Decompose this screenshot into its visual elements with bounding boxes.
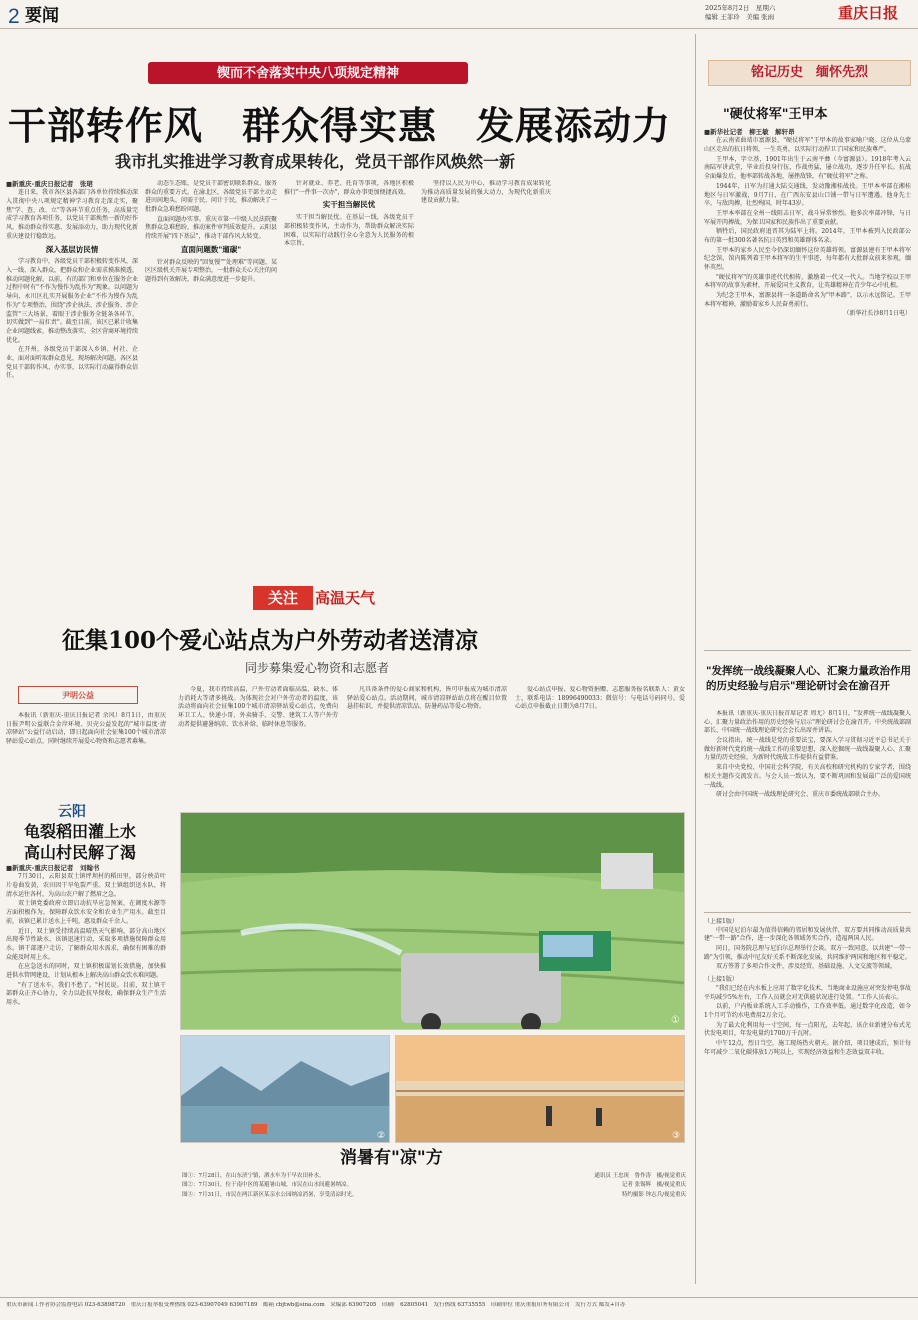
history-para: 王甲本的家乡人民至今仍深切缅怀这位英雄将领。富源县建有王甲本将军纪念馆，馆内陈列着王甲本将军的生平事迹，每年都有大批群众前来参观，缅怀英烈。 (704, 246, 911, 272)
credit-line: 特约摄影 钟志兵/视觉重庆 (621, 1191, 686, 1198)
lead-subhead-3: 实干担当解民忧 (322, 200, 376, 210)
drought-byline: ■新重庆-重庆日报记者 刘翰书 (6, 864, 100, 872)
drought-para: 在应急送水的同时，双土镇积极谋划长效措施，加快推进供水管网建设，计划从根本上解决高山群众饮水难问题。 (6, 963, 166, 979)
history-banner-text: 铭记历史 缅怀先烈 (750, 65, 868, 80)
seminar-headline: "发挥统一战线凝聚人心、汇聚力量政治作用的历史经验与启示"理论研讨会在渝召开 (706, 665, 911, 693)
lead-banner (148, 62, 468, 84)
lead-banner-text: 锲而不舍落实中央八项规定精神 (216, 65, 399, 80)
heat-subheadline: 同步募集爱心物资和志愿者 (245, 661, 390, 675)
water-truck-illustration (181, 813, 685, 1030)
drought-para: 双土镇党委政府立即启动抗旱应急预案，在调度水源等方面积极作为，保障群众饮水安全和农业生产用水。截至目前，该镇已累计送水上千吨，惠及群众千余人。 (6, 900, 166, 925)
photo-water-truck (180, 812, 685, 1030)
caption-1: 图①：7月28日，在山东济宁镇，洒水车为干早农田补水。 (182, 1173, 325, 1179)
seminar-text (704, 710, 911, 908)
credit-line: 通讯员 王忠庚 鲁作涛 摄/视觉重庆 (594, 1173, 686, 1179)
continued-para: "我们已经在内水板上应用了数字化技术，当地商业设施应对突发停电事故平均减少5%左右，工作人员就会对无供能状况进行处置。"工作人员表示。 (704, 984, 911, 1001)
lead-para: 动态生态账，是党员干部密切联系群众、服务群众的重要方式。在渝北区，各级党员干部主动走进田间地头，问需于民、问计于民，推动解决了一批群众急难愁盼问题。 (145, 180, 277, 214)
masthead-divider (0, 28, 918, 29)
heat-column-3 (347, 686, 507, 802)
drought-text (6, 864, 166, 1290)
continued-para: 以前，户内板业系统人工手动操作，工作效率低。通过数字化改造，如今1个月可节约水电费用2万余元。 (704, 1003, 911, 1019)
right-column-divider (695, 34, 696, 1284)
history-para: 1944年，日军为打通大陆交通线，发动豫湘桂战役。王甲本率部在湘桂地区与日军激战，9月7日，在广西东安县山口铺一带与日军遭遇，他身先士卒，与敌肉搏，壮烈殉国，时年43岁。 (704, 182, 911, 208)
history-dateline: （新华社长沙8月1日电） (843, 310, 911, 318)
heat-column-1 (6, 712, 166, 802)
history-para: 牺牲后，国民政府追晋其为陆军上将。2014年，王甲本被列入民政部公布的第一批300名著名抗日英烈和英雄群体名录。 (704, 228, 911, 244)
lead-byline: ■新重庆-重庆日报记者 张珺 (6, 180, 93, 188)
lead-intro: 连日来，我市各区县各部门各单位持续推动深入贯彻中央八项规定精神学习教育走深走实，聚焦"学、查、改、立"等各环节重点任务，高质量完成学习教育各项任务，以党员干部焕然一新的好作风，推动群众得实惠、发展添动力，助力现代化新重庆建设行稳致远。 (6, 189, 138, 240)
seminar-para: 会议指出，统一战线是党的重要法宝，要深入学习贯彻习近平总书记关于做好新时代党的统一战线工作的重要思想，深入挖掘统一战线凝聚人心、汇聚力量的历史经验，为新时代统战工作提供有益借鉴。 (704, 737, 911, 762)
drought-headline-1: 龟裂稻田灌上水 (24, 822, 137, 841)
lead-para: 针对就业、养老、托育等事项，各地区积极推行"一件事一次办"，群众办事更加便捷高效。 (284, 180, 414, 196)
continued-label: （上接1版） (704, 918, 738, 925)
drought-para: 7月30日，云阳县双土镇坪坝村的稻田里，部分秧苗叶片卷曲发黄，农田因干旱龟裂严重。双土镇组织送水队，将清水运往各村，为高山农户解了燃眉之急。 (6, 873, 166, 898)
heat-para: 凡具备条件的爱心商家和机构，皆可申报成为城市清凉驿站爱心站点。活动期间，城市清凉驿站站点将在醒目位置悬挂标识，并提供清凉饮品、防暑药品等爱心物资。 (347, 686, 507, 711)
seminar-para: 研讨会由中国统一战线理论研究会、重庆市委统战部联合主办。 (716, 791, 885, 799)
lead-para: 实干担当解民忧。在基层一线，各级党员干部积极转变作风，主动作为，帮助群众解决实际困难，以实际行动践行全心全意为人民服务的根本宗旨。 (284, 214, 414, 248)
page-number: 2 (8, 5, 20, 28)
continued-para: 同日，国务院总理与尼泊尔总理举行会谈。双方一致同意，以共建"一带一路"为引领，推动中尼友好关系不断深化发展，共同维护两国和地区和平稳定。 (704, 945, 911, 961)
caption-2: 图②：7月30日，位于南中区的某避暑山城，市民在山水间避暑纳凉。 (182, 1182, 353, 1189)
drought-para: "有了送水车，我们不愁了。"村民说。目前，双土镇干部群众正齐心协力，全力以赴抗旱保收，确保群众生产生活用水。 (6, 981, 166, 1007)
seminar-divider (704, 912, 911, 913)
history-para: 为纪念王甲本，富源县将一条道路命名为"甲本路"，以示永远铭记。王甲本将军精神，激励着家乡人民奋勇前行。 (704, 292, 911, 308)
history-banner (708, 60, 911, 86)
lead-subhead-1: 深入基层访民情 (45, 244, 99, 254)
history-para: 王甲本率部在全州一线阻击日军，战斗异常惨烈。他多次率部冲锋，与日军展开肉搏战，为保卫国家和民族作出了重要贡献。 (704, 209, 911, 226)
masthead (0, 0, 918, 26)
credit-line: 记者 张锡辉 摄/视觉重庆 (621, 1182, 686, 1189)
svg-text:①: ① (671, 1015, 680, 1026)
mountain-lake-illustration (181, 1036, 390, 1143)
paper-logo: 重庆日报 (838, 4, 899, 22)
footer-line: 重庆市新闻工作者协会监督电话 023-63898720 重庆日报举报受理热线 023-63907049 63907189 邮箱 cbjtwb@sina.com 采编部 63907205 印刷厂 62805041 发行热线 63735555 印刷单位 重庆重报印务有限公司 发行方式 邮发+自办 (6, 1302, 626, 1308)
heat-para: 今夏，我市持续高温，户外劳动者面临高温、缺水、体力消耗大等诸多挑战。为体现社会对户外劳动者的温度，该活动将面向社会征集100个城市清凉驿站爱心站点，免费向环卫工人、快递小哥、外卖骑手、交警、建筑工人等户外劳动者提供避暑纳凉、饮水补给、临时休息等服务。 (178, 686, 338, 728)
lead-column-2 (145, 180, 277, 558)
photo-waterfront-park (395, 1035, 685, 1143)
continued-para: 中午12点，烈日当空，施工现场热火朝天。据介绍，项目建成后，预计每年可减少二氧化碳排放1万吨以上，实现经济效益和生态效益双丰收。 (704, 1039, 911, 1056)
seminar-para: 本报讯（新重庆-重庆日报首席记者 周尤）8月1日，"发挥统一战线凝聚人心、汇聚力量政治作用的历史经验与启示"理论研讨会在渝召开。中央统战部副部长、中国统一战线理论研究会会长出席并讲话。 (704, 710, 911, 735)
photo-mountain-lake (180, 1035, 390, 1143)
lead-para: 直面问题办实事。重庆市第一中级人民法院聚焦群众急难愁盼，推动案件审判质效提升。云阳县持续开展"四下基层"，推动干部作风大转变。 (145, 215, 277, 241)
svg-text:③: ③ (672, 1131, 681, 1141)
lead-headline: 干部转作风 群众得实惠 发展添动力 (8, 103, 672, 148)
heat-tag-light: 高温天气 (315, 589, 376, 607)
lead-para: 针对群众反映的"回复慢""处理难"等问题，某区区级机关开展专项整治，一批群众关心关注的问题得到有效解决，群众满意度进一步提升。 (145, 258, 277, 284)
drought-headline-2: 高山村民解了渴 (24, 843, 137, 862)
issue-date: 2025年8月2日 星期六 (705, 4, 776, 12)
history-para: "硬仗将军"的英雄事迹代代相传，激励着一代又一代人。当地学校以王甲本将军的故事为素材，开展爱国主义教育，让英雄精神在青少年心中扎根。 (704, 273, 911, 290)
caption-3: 图③：7月31日，市民在两江新区某亲水公园纳凉消暑，享受清凉时光。 (182, 1191, 358, 1198)
heat-tag-bold: 关注 (253, 586, 313, 610)
charity-stamp-text: 尹明公益 (62, 690, 94, 700)
continued-text (704, 918, 911, 1280)
lead-subheadline: 我市扎实推进学习教育成果转化，党员干部作风焕然一新 (115, 152, 516, 171)
lead-column-4 (421, 180, 551, 558)
history-para: 王甲本，字立基，1901年出生于云南平彝（今富源县）。1918年考入云南陆军讲武堂，毕业后投身行伍，作战勇猛，屡立战功，逐步升任军长。抗战全面爆发后，他率部转战各地，屡挫敌锋，有"硬仗将军"之称。 (704, 155, 911, 181)
heat-column-4 (515, 686, 685, 802)
continued-para: 为了最大化利用每一寸空间，每一点阳光，去年起，该企业新建分布式光伏发电项目，年发电量约1700万千瓦时。 (704, 1021, 911, 1038)
continued-para: 中国是尼泊尔最为值得信赖的邻居和发展伙伴，双方要共同推动高质量共建"一带一路"合作，进一步深化各领域务实合作，造福两国人民。 (704, 926, 911, 943)
section-name: 要闻 (25, 6, 59, 26)
lead-para: 坚持以人民为中心，推动学习教育成果转化为推动高质量发展的强大动力，为现代化新重庆建设贡献力量。 (421, 180, 551, 205)
history-divider (704, 650, 911, 651)
continued-label-2: （上接1版） (704, 976, 738, 984)
footer-divider (0, 1297, 918, 1298)
svg-text:②: ② (377, 1131, 386, 1141)
lead-subhead-2: 直面问题数"遛碳" (180, 244, 242, 254)
lead-column-1 (6, 180, 138, 558)
history-byline: ■新华社记者 柳王敏 解轩昂 (704, 128, 795, 136)
history-title: "硬仗将军"王甲本 (723, 107, 828, 122)
seminar-para: 来自中央党校、中国社会科学院、有关高校和研究机构的专家学者，围绕相关主题作交流发言。与会人员一致认为，要不断巩固和发展最广泛的爱国统一战线。 (704, 764, 911, 789)
charity-stamp (18, 686, 138, 704)
photo-credits (520, 1172, 686, 1200)
history-text (704, 128, 911, 636)
heat-column-2 (178, 686, 338, 802)
drought-para: 近日，双土镇受持续高温晴热天气影响，部分高山地区出现季节性缺水，该镇迅速行动，采取多项措施保障群众用水。镇干部逐户走访，了解群众用水需求，确保有困难的群众能及时用上水。 (6, 927, 166, 961)
history-para: 在云南省曲靖市富源县，"硬仗将军"王甲本的故事家喻户晓。这位从乌蒙山区走出的抗日将领，一生英勇，以实际行动捍卫了国家和民族尊严。 (704, 137, 911, 154)
heat-headline: 征集100个爱心站点为户外劳动者送清凉 (62, 627, 479, 654)
heat-para: 爱心站点申报、爱心物资捐赠、志愿服务报名联系人：黄女士，联系电话：18996490033；微信号：与电话号码同号。爱心站点申报截止日期为8月7日。 (515, 686, 685, 711)
drought-location: 云阳 (58, 804, 86, 820)
lead-column-5 (558, 180, 693, 558)
editors-credit: 编辑 王菲玲 美编 张雨 (705, 13, 775, 21)
photo-feature-title: 消暑有"凉"方 (340, 1148, 443, 1168)
lead-column-3 (284, 180, 414, 558)
continued-para: 双方签署了多项合作文件，涉及经贸、基础设施、人文交流等领域。 (716, 963, 897, 971)
heat-tag (253, 586, 483, 610)
lead-para: 在开州，各级党员干部深入乡镇、村社、企业，面对面听取群众意见，现场解决问题。各区县党员干部转作风、办实事，以实际行动赢得群众信任。 (6, 346, 138, 380)
lead-para: 学习教育中，各级党员干部积极转变作风，深入一线、深入群众，把群众和企业需求摸准摸透，推动问题化解。以前，有的部门和单位在服务企业过程中时有"不作为慢作为乱作为"现象。以问题为导向，永川区扎实开展服务企业"不作为慢作为乱作为"专项整治，围绕"涉企执法、涉企服务、涉企监管"三大场景，着眼于涉企服务全链条各环节，切实做到"一肩扛责"。截至目前，该区已累计收集企业问题线索，推动整改落实，全区营商环境持续优化。 (6, 258, 138, 344)
heat-intro: 本报讯（新重庆-重庆日报记者 余风）8月1日，由重庆日报尹明公益联合金岸环境、贝壳公益发起的"城市温度·清凉驿站"公益行动启动，即日起面向社会征集100个城市清凉驿站爱心站点，同时继续开展爱心物资和志愿者募集。 (6, 712, 166, 746)
photo-captions (182, 1172, 512, 1200)
waterfront-park-illustration (396, 1036, 685, 1143)
